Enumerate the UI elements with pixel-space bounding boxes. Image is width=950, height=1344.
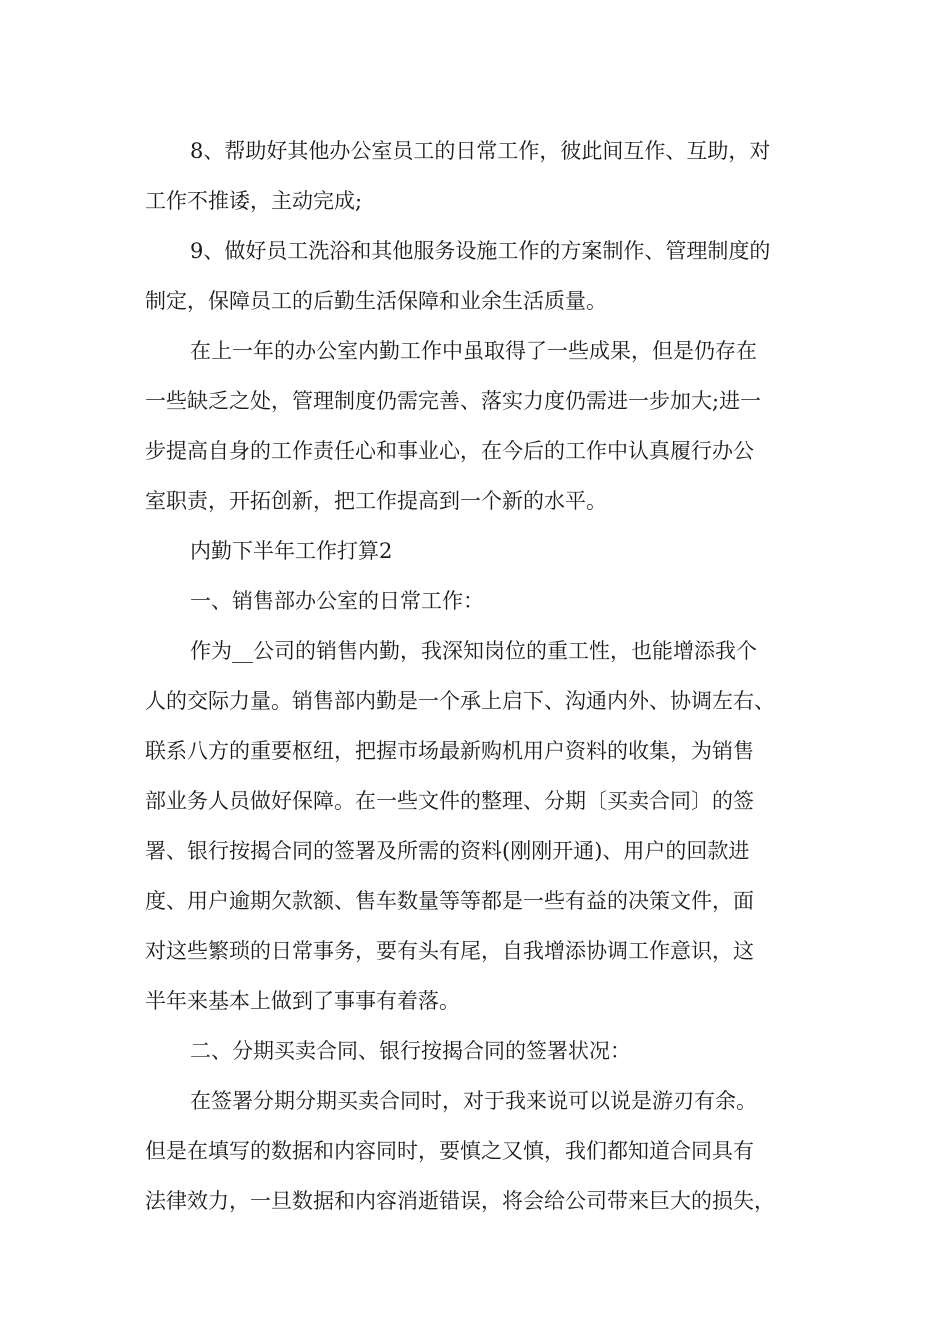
paragraph-line: 法律效力，一旦数据和内容消逝错误，将会给公司带来巨大的损失，	[145, 1189, 775, 1213]
paragraph-line: 作为__公司的销售内勤，我深知岗位的重工性，也能增添我个	[190, 639, 757, 663]
paragraph-line: 度、用户逾期欠款额、售车数量等等都是一些有益的决策文件，面	[145, 889, 754, 913]
paragraph-line: 工作不推诿，主动完成;	[145, 189, 363, 213]
paragraph-line: 制定，保障员工的后勤生活保障和业余生活质量。	[145, 289, 607, 313]
paragraph-line: 在签署分期分期买卖合同时，对于我来说可以说是游刃有余。	[190, 1089, 757, 1113]
paragraph-line: 室职责，开拓创新，把工作提高到一个新的水平。	[145, 489, 607, 513]
paragraph-line: 署、银行按揭合同的签署及所需的资料(刚刚开通)、用户的回款进	[145, 839, 750, 863]
paragraph-line: 步提高自身的工作责任心和事业心，在今后的工作中认真履行办公	[145, 439, 754, 463]
paragraph-line: 在上一年的办公室内勤工作中虽取得了一些成果，但是仍存在	[190, 339, 757, 363]
paragraph-line: 半年来基本上做到了事事有着落。	[145, 989, 460, 1013]
paragraph-line: 一些缺乏之处，管理制度仍需完善、落实力度仍需进一步加大;进一	[145, 389, 762, 413]
paragraph-line: 对这些繁琐的日常事务，要有头有尾，自我增添协调工作意识，这	[145, 939, 754, 963]
paragraph-line: 人的交际力量。销售部内勤是一个承上启下、沟通内外、协调左右、	[145, 689, 775, 713]
paragraph-line: 8、帮助好其他办公室员工的日常工作，彼此间互作、互助，对	[190, 139, 771, 163]
section-subheading: 二、分期买卖合同、银行按揭合同的签署状况：	[190, 1039, 631, 1063]
section-heading: 内勤下半年工作打算2	[190, 539, 393, 563]
paragraph-line: 联系八方的重要枢纽，把握市场最新购机用户资料的收集，为销售	[145, 739, 754, 763]
section-subheading: 一、销售部办公室的日常工作：	[190, 589, 484, 613]
paragraph-line: 部业务人员做好保障。在一些文件的整理、分期〔买卖合同〕的签	[145, 789, 754, 813]
paragraph-line: 但是在填写的数据和内容同时，要慎之又慎，我们都知道合同具有	[145, 1139, 754, 1163]
paragraph-line: 9、做好员工洗浴和其他服务设施工作的方案制作、管理制度的	[190, 239, 771, 263]
